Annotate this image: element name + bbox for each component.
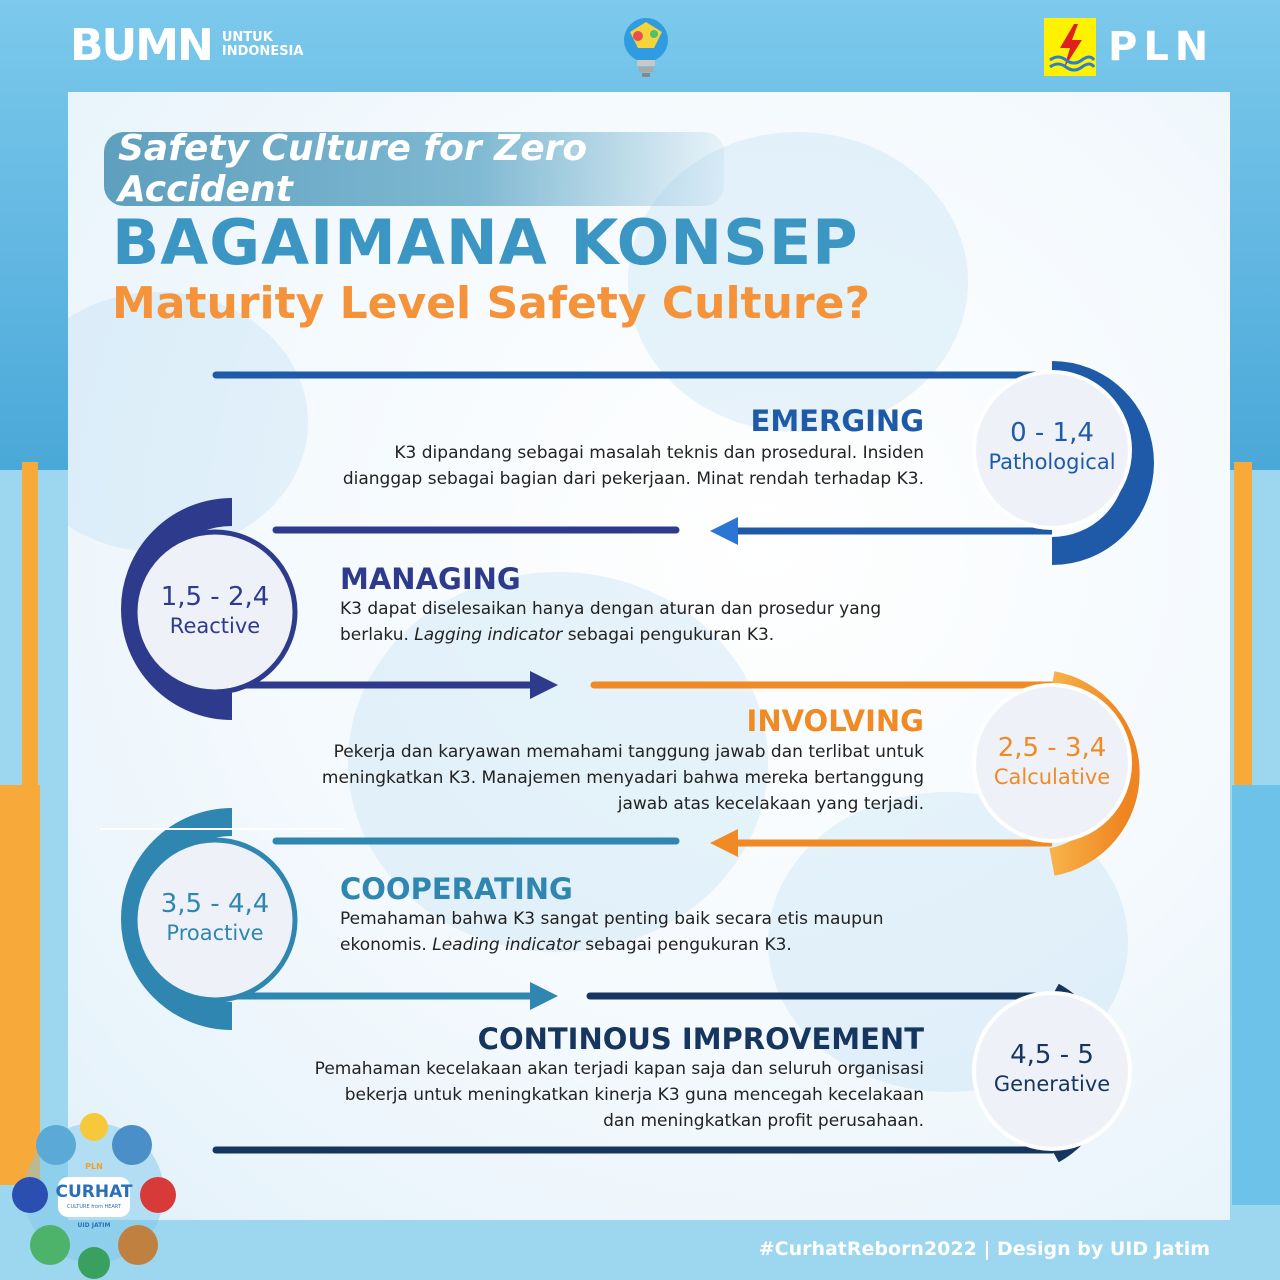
emerging-description: K3 dipandang sebagai masalah teknis dan prosedural. Insiden dianggap sebagai bagian dari pekerjaan. Minat rendah terhadap K3. bbox=[342, 443, 924, 489]
continous-description: Pemahaman kecelakaan akan terjadi kapan saja dan seluruh organisasi bekerja untuk meningkatkan kinerja K3 guna mencegah kecelakaan dan meningkatkan profit perusahaan. bbox=[314, 1059, 924, 1131]
bumn-wordmark: BUMN bbox=[70, 19, 212, 71]
svg-text:CURHAT: CURHAT bbox=[55, 1182, 133, 1202]
continous-title: CONTINOUS IMPROVEMENT bbox=[477, 1022, 924, 1056]
involving-title: INVOLVING bbox=[746, 704, 924, 738]
page-title: BAGAIMANA KONSEP bbox=[112, 206, 859, 279]
managing-score: 1,5 - 2,4 Reactive bbox=[160, 582, 270, 638]
managing-description: K3 dapat diselesaikan hanya dengan aturan dan prosedur yang berlaku. Lagging indicator sebagai pengukuran K3. bbox=[340, 599, 882, 645]
page-subtitle: Maturity Level Safety Culture? bbox=[112, 278, 870, 329]
involving-description: Pekerja dan karyawan memahami tanggung jawab dan terlibat untuk meningkatkan K3. Manajemen menyadari bahwa mereka bertanggung jawab atas kecelakaan yang terjadi. bbox=[321, 742, 924, 814]
cooperating-arrow-icon bbox=[530, 982, 558, 1010]
involving-arrow-icon bbox=[710, 829, 738, 857]
footer-credit: #CurhatReborn2022 | Design by UID Jatim bbox=[758, 1238, 1210, 1260]
curhat-logo bbox=[6, 1105, 182, 1280]
cooperating-title: COOPERATING bbox=[340, 872, 573, 906]
subtitle-banner: Safety Culture for Zero Accident bbox=[104, 132, 724, 206]
svg-text:CULTURE from HEART: CULTURE from HEART bbox=[67, 1204, 121, 1210]
svg-text:PLN: PLN bbox=[85, 1162, 103, 1171]
managing-arrow-icon bbox=[530, 671, 558, 699]
managing-title: MANAGING bbox=[340, 562, 521, 596]
emerging-title: EMERGING bbox=[750, 404, 924, 438]
emerging-arrow-icon bbox=[710, 517, 738, 545]
pln-wordmark: PLN bbox=[1108, 24, 1215, 70]
cooperating-description: Pemahaman bahwa K3 sangat penting baik secara etis maupun ekonomis. Leading indicator sebagai pengukuran K3. bbox=[340, 909, 884, 955]
continous-score: 4,5 - 5 Generative bbox=[993, 1040, 1111, 1096]
svg-text:UID JATIM: UID JATIM bbox=[77, 1222, 111, 1229]
cooperating-score: 3,5 - 4,4 Proactive bbox=[160, 889, 270, 945]
emerging-score: 0 - 1,4 Pathological bbox=[988, 418, 1116, 474]
involving-score: 2,5 - 3,4 Calculative bbox=[993, 733, 1111, 789]
bumn-tagline: UNTUK INDONESIA bbox=[221, 30, 304, 59]
